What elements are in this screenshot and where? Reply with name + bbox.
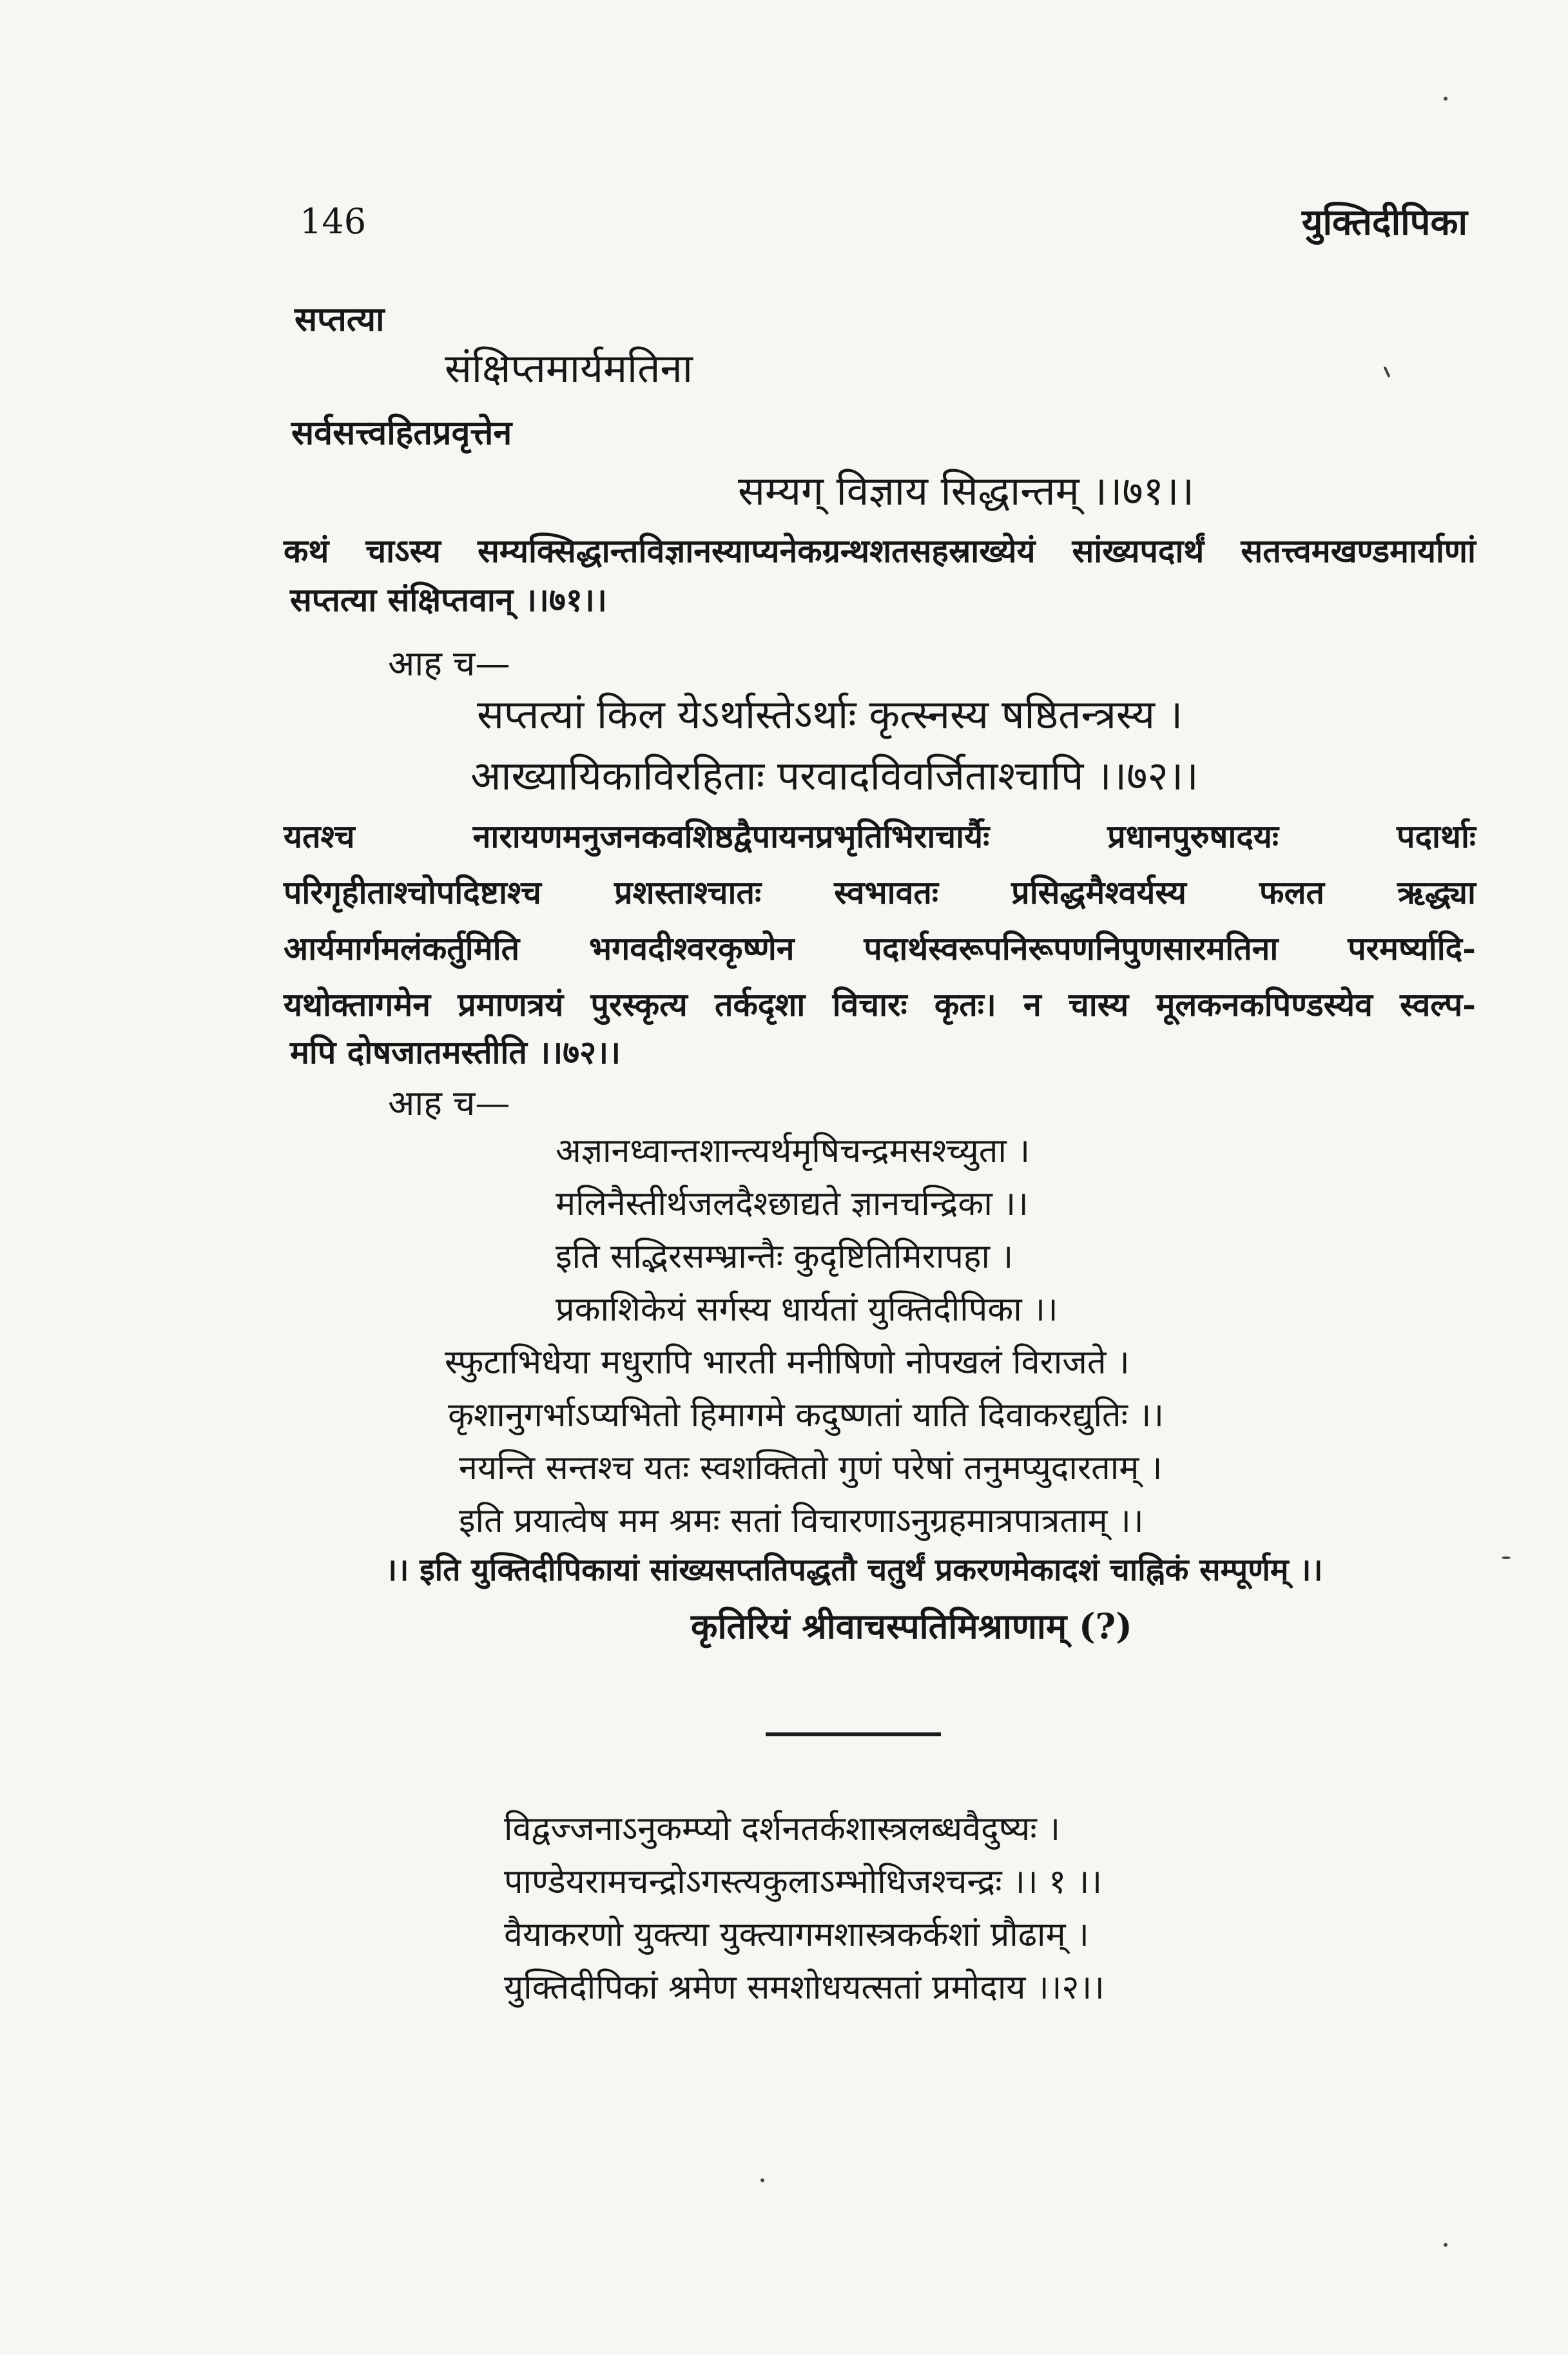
- commentary-72-line-4: यथोक्तागमेन प्रमाणत्रयं पुरस्कृत्य तर्कदृशा विचारः कृतः। न चास्य मूलकनकपिण्डस्येव स्वल्प-: [284, 985, 1476, 1023]
- word-saptatya: सप्तत्या: [295, 300, 385, 339]
- commentary-72-line-5: मपि दोषजातमस्तीति ।।७२।।: [290, 1033, 621, 1071]
- closing-verse-line: मलिनैस्तीर्थजलदैश्छाद्यते ज्ञानचन्द्रिका ।।: [556, 1185, 1029, 1223]
- editor-verse-line: युक्तिदीपिकां श्रमेण समशोधयत्सतां प्रमोदाय ।।२।।: [504, 1968, 1105, 2007]
- commentary-72-line-3: आर्यमार्गमलंकर्तुमिति भगवदीश्वरकृष्णेन पदार्थस्वरूपनिरूपणनिपुणसारमतिना परमर्ष्यादि-: [284, 929, 1476, 967]
- closing-verse-line: अज्ञानध्वान्तशान्त्यर्थमृषिचन्द्रमसश्च्युता ।: [556, 1132, 1031, 1170]
- page-number: 146: [300, 201, 367, 242]
- verse-line-b: सम्यग् विज्ञाय सिद्धान्तम् ।।७१।।: [738, 467, 1194, 514]
- scan-mark: [760, 2178, 764, 2182]
- colophon-line-2: कृतिरियं श्रीवाचस्पतिमिश्राणाम् (?): [691, 1605, 1132, 1647]
- commentary-71-line-1: कथं चाऽस्य सम्यक्सिद्धान्तविज्ञानस्याप्यनेकग्रन्थशतसहस्राख्येयं सांख्यपदार्थं सतत्त्वमखण्डमार्याणां: [284, 532, 1476, 570]
- editor-verse-line: वैयाकरणो युक्त्या युक्त्यागमशास्त्रकर्कशां प्रौढाम् ।: [504, 1915, 1089, 1954]
- scan-mark: [1383, 366, 1390, 378]
- section-divider: [766, 1732, 941, 1736]
- commentary-71-line-2: सप्तत्या संक्षिप्तवान् ।।७१।।: [290, 581, 607, 619]
- closing-verse-line: स्फुटाभिधेया मधुरापि भारती मनीषिणो नोपखलं विराजते ।: [445, 1343, 1130, 1382]
- verse-72-line-2: आख्यायिकाविरहिताः परवादविवर्जिताश्चापि ।।७२।।: [470, 752, 1199, 799]
- colophon-line-1: ।। इति युक्तिदीपिकायां सांख्यसप्ततिपद्धतौ चतुर्थं प्रकरणमेकादशं चाह्निकं सम्पूर्णम् ।।: [385, 1552, 1323, 1588]
- commentary-72-line-2: परिगृहीताश्चोपदिष्टाश्च प्रशस्ताश्चातः स्वभावतः प्रसिद्धमैश्वर्यस्य फलत ऋद्ध्या: [284, 873, 1476, 911]
- verse-line-a: संक्षिप्तमार्यमतिना: [445, 345, 693, 392]
- scan-mark: [1444, 97, 1447, 101]
- aha-ca-1: आह च—: [388, 643, 510, 684]
- word-sarvasattva: सर्वसत्त्वहितप्रवृत्तेन: [291, 413, 512, 452]
- closing-verse-line: कृशानुगर्भाऽप्यभितो हिमागमे कदुष्णतां याति दिवाकरद्युतिः ।।: [448, 1396, 1164, 1435]
- closing-verse-line: इति प्रयात्वेष मम श्रमः सतां विचारणाऽनुग्रहमात्रपात्रताम् ।।: [459, 1502, 1144, 1540]
- editor-verse-line: विद्वज्जनाऽनुकम्प्यो दर्शनतर्कशास्त्रलब्धवैदुष्यः ।: [504, 1810, 1061, 1848]
- closing-verse-line: प्रकाशिकेयं सर्गस्य धार्यतां युक्तिदीपिका ।।: [556, 1290, 1058, 1329]
- scan-mark: [1444, 2243, 1447, 2247]
- running-title: युक्तिदीपिका: [1302, 201, 1467, 244]
- commentary-72-line-1: यतश्च नारायणमनुजनकवशिष्ठद्वैपायनप्रभृतिभिराचार्यैः प्रधानपुरुषादयः पदार्थाः: [284, 817, 1476, 855]
- aha-ca-2: आह च—: [388, 1083, 510, 1123]
- verse-72-line-1: सप्तत्यां किल येऽर्थास्तेऽर्थाः कृत्स्नस्य षष्ठितन्त्रस्य ।: [477, 691, 1183, 738]
- scan-mark: [1502, 1556, 1511, 1559]
- closing-verse-line: नयन्ति सन्तश्च यतः स्वशक्तितो गुणं परेषां तनुमप्युदारताम् ।: [459, 1449, 1163, 1488]
- closing-verse-line: इति सद्भिरसम्भ्रान्तैः कुदृष्टितिमिरापहा ।: [556, 1237, 1014, 1276]
- editor-verse-line: पाण्डेयरामचन्द्रोऽगस्त्यकुलाऽम्भोधिजश्चन्द्रः ।। १ ।।: [504, 1863, 1103, 1901]
